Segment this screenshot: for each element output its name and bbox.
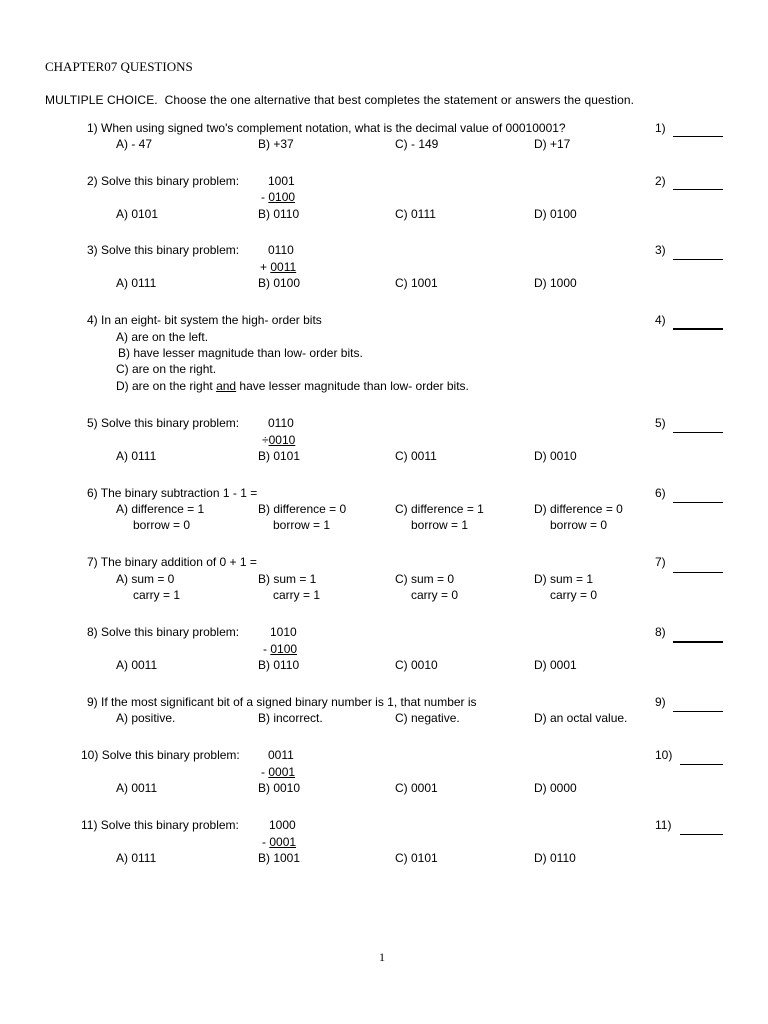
option-c[interactable]: C) 0101 (395, 851, 438, 865)
question-number: 8) (87, 625, 98, 639)
page-title: CHAPTER07 QUESTIONS (45, 59, 193, 74)
answer-blank[interactable] (673, 641, 723, 643)
answer-blank[interactable] (680, 764, 723, 765)
question-number: 3) (87, 243, 98, 257)
option-b[interactable]: B) 0010 (258, 781, 301, 795)
answer-label: 10) (655, 748, 673, 762)
question-text: 4) In an eight- bit system the high- order bits (87, 313, 322, 327)
answer-blank[interactable] (673, 259, 723, 260)
option-d[interactable]: D) 0001 (534, 658, 577, 672)
answer-label: 7) (655, 555, 666, 569)
option-b[interactable]: B) 0100 (258, 276, 301, 290)
question-number: 10) (81, 748, 99, 762)
page-number: 1 (379, 950, 385, 964)
operator: + (260, 260, 271, 274)
question-text: 11) Solve this binary problem: (81, 818, 239, 832)
answer-label: 5) (655, 416, 666, 430)
problem-bottom (262, 433, 295, 447)
question-number: 7) (87, 555, 98, 569)
option-d[interactable]: D) 0010 (534, 449, 577, 463)
answer-label: 8) (655, 625, 666, 639)
answer-blank[interactable] (673, 572, 723, 573)
option-d[interactable]: D) sum = 1 (534, 572, 594, 586)
option-a[interactable]: A) 0011 (116, 658, 158, 672)
option-c-sub: borrow = 1 (411, 518, 469, 532)
operator: - (263, 642, 271, 656)
operand: 0001 (268, 765, 296, 779)
section-instructions (45, 93, 634, 107)
problem-top: 0110 (268, 416, 294, 430)
answer-blank[interactable] (673, 328, 723, 330)
option-b-sub: carry = 1 (273, 588, 321, 602)
problem-top: 1010 (270, 625, 297, 639)
option-b[interactable]: B) sum = 1 (258, 572, 317, 586)
answer-label: 6) (655, 486, 666, 500)
option-b[interactable]: B) 0110 (258, 658, 300, 672)
option-b[interactable]: B) 1001 (258, 851, 301, 865)
option-d[interactable]: D) an octal value. (534, 711, 628, 725)
answer-label: 9) (655, 695, 666, 709)
question-number: 11) (81, 818, 98, 832)
question-text: 7) The binary addition of 0 + 1 = (87, 555, 257, 569)
answer-blank[interactable] (673, 432, 723, 433)
option-c[interactable]: C) 1001 (395, 276, 438, 290)
problem-bottom (262, 835, 296, 849)
problem-bottom (263, 642, 297, 656)
question-text: 8) Solve this binary problem: (87, 625, 240, 639)
operand: 0001 (269, 835, 297, 849)
answer-label: 1) (655, 121, 666, 135)
problem-top: 0110 (268, 243, 294, 257)
answer-blank[interactable] (680, 834, 723, 835)
option-c[interactable]: C) 0010 (395, 658, 438, 672)
problem-bottom (260, 260, 296, 274)
option-c[interactable]: C) are on the right. (116, 362, 217, 376)
question-text: 5) Solve this binary problem: (87, 416, 240, 430)
question-text: 6) The binary subtraction 1 - 1 = (87, 486, 258, 500)
problem-bottom (261, 765, 295, 779)
answer-label: 11) (655, 818, 672, 832)
option-d[interactable]: D) 0000 (534, 781, 577, 795)
section-instruction-text: Choose the one alternative that best completes the statement or answers the question. (164, 93, 635, 107)
operator: - (262, 835, 270, 849)
answer-blank[interactable] (673, 502, 723, 503)
question-text: 10) Solve this binary problem: (81, 748, 240, 762)
option-a[interactable]: A) - 47 (116, 137, 153, 151)
option-c[interactable]: C) difference = 1 (395, 502, 484, 516)
option-a[interactable]: A) 0101 (116, 207, 159, 221)
emphasis-and: and (216, 379, 237, 393)
option-a[interactable]: A) 0111 (116, 851, 157, 865)
option-d[interactable]: D) +17 (534, 137, 571, 151)
answer-blank[interactable] (673, 189, 723, 190)
option-b-sub: borrow = 1 (273, 518, 331, 532)
option-a[interactable]: A) 0011 (116, 781, 158, 795)
question-text: 3) Solve this binary problem: (87, 243, 240, 257)
option-b[interactable]: B) difference = 0 (258, 502, 347, 516)
problem-top: 1000 (269, 818, 296, 832)
option-d[interactable]: D) difference = 0 (534, 502, 623, 516)
operator: - (261, 765, 269, 779)
question-number: 2) (87, 174, 98, 188)
question-number: 9) (87, 695, 98, 709)
question-number: 1) (87, 121, 98, 135)
operand: 0010 (268, 433, 296, 447)
option-d[interactable]: D) 1000 (534, 276, 577, 290)
operand: 0011 (270, 260, 297, 274)
option-a-sub: borrow = 0 (133, 518, 191, 532)
option-a[interactable]: A) are on the left. (116, 330, 209, 344)
option-c[interactable]: C) sum = 0 (395, 572, 455, 586)
option-a[interactable]: A) 0111 (116, 449, 157, 463)
option-c[interactable]: C) 0111 (395, 207, 436, 221)
operand: 0100 (270, 642, 298, 656)
option-a[interactable]: A) sum = 0 (116, 572, 175, 586)
option-a[interactable]: A) positive. (116, 711, 176, 725)
option-d[interactable]: D) are on the right and have lesser magnitude than low- order bits. (116, 379, 469, 393)
option-b[interactable]: B) +37 (258, 137, 294, 151)
question-text: 2) Solve this binary problem: (87, 174, 240, 188)
operator: - (261, 190, 269, 204)
option-c-sub: carry = 0 (411, 588, 459, 602)
option-c[interactable]: C) 0011 (395, 449, 437, 463)
operator: ÷ (262, 433, 269, 447)
option-d[interactable]: D) 0110 (534, 851, 576, 865)
option-c[interactable]: C) negative. (395, 711, 460, 725)
problem-top: 0011 (268, 748, 294, 762)
option-d[interactable]: D) 0100 (534, 207, 577, 221)
answer-blank[interactable] (673, 711, 723, 712)
question-number: 4) (87, 313, 98, 327)
option-c[interactable]: C) - 149 (395, 137, 439, 151)
problem-top: 1001 (268, 174, 295, 188)
option-a-sub: carry = 1 (133, 588, 181, 602)
problem-bottom (261, 190, 295, 204)
answer-label: 3) (655, 243, 666, 257)
answer-label: 2) (655, 174, 666, 188)
option-b[interactable]: B) have lesser magnitude than low- order bits. (118, 346, 363, 360)
option-b[interactable]: B) incorrect. (258, 711, 323, 725)
option-a[interactable]: A) difference = 1 (116, 502, 205, 516)
section-label: MULTIPLE CHOICE. (45, 93, 158, 107)
question-text: 1) When using signed two's complement notation, what is the decimal value of 00010001? (87, 121, 566, 135)
question-number: 6) (87, 486, 98, 500)
option-c[interactable]: C) 0001 (395, 781, 438, 795)
question-text: 9) If the most significant bit of a signed binary number is 1, that number is (87, 695, 477, 709)
option-d-sub: carry = 0 (550, 588, 598, 602)
option-d-sub: borrow = 0 (550, 518, 608, 532)
answer-label: 4) (655, 313, 666, 327)
option-a[interactable]: A) 0111 (116, 276, 157, 290)
option-b[interactable]: B) 0110 (258, 207, 300, 221)
operand: 0100 (268, 190, 296, 204)
answer-blank[interactable] (673, 136, 723, 137)
question-number: 5) (87, 416, 98, 430)
option-b[interactable]: B) 0101 (258, 449, 301, 463)
